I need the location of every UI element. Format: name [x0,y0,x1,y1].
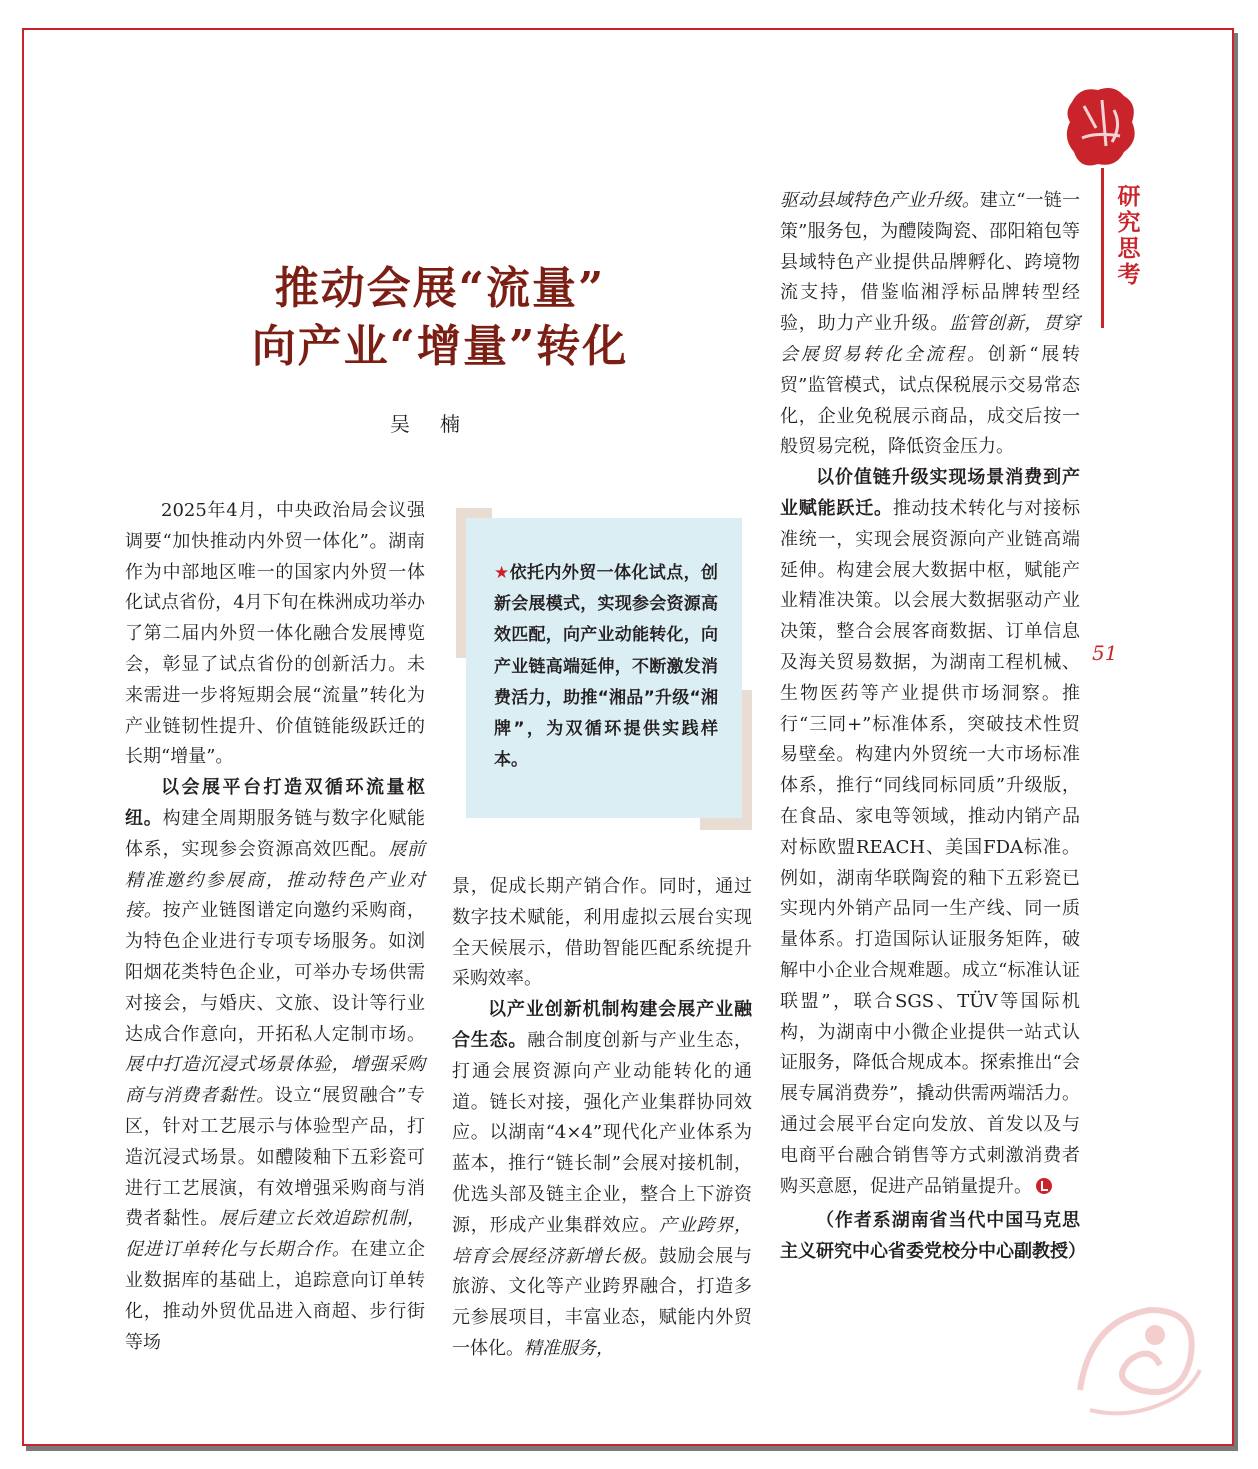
column-3 [780,186,1086,1268]
body-text: 建立“一链一策”服务包，为醴陵陶瓷、邵阳箱包等县域特色产业提供品牌孵化、跨境物流支持，借鉴临湘浮标品牌转型经验，助力产业升级。 [780,190,1080,335]
sub-point: 产业跨界，培育会展经济新增长极。 [452,1214,753,1267]
title-line-2: 向产业“增量”转化 [251,321,629,372]
xinxiang-pinglun-logo [1062,82,1142,172]
body-text: 设立“展贸融合”专区，针对工艺展示与体验型产品，打造沉浸式场景。如醴陵釉下五彩瓷可进行工艺展演，有效增强采购商与消费者黏性。 [125,1085,425,1230]
paragraph [780,186,1080,463]
author-name: 吴楠 [390,412,490,436]
paragraph [780,463,1080,1202]
sub-point: 展中打造沉浸式场景体验，增强采购商与消费者黏性。 [125,1054,425,1107]
body-text: 在建立企业数据库的基础上，追踪意向订单转化，推动外贸优品进入商超、步行街等场 [125,1239,426,1353]
article-title [190,260,690,376]
subheading: 以价值链升级实现场景消费到产业赋能跃迁。 [780,467,1080,519]
body-text: 按产业链图谱定向邀约采购商，为特色企业进行专项专场服务。如浏阳烟花类特色企业，可举办专场供需对接会，与婚庆、文旅、设计等行业达成合作意向，开拓私人定制市场。 [125,900,426,1045]
page-number: 51 [1092,641,1118,665]
column-2 [452,872,752,1365]
pull-quote [494,558,718,776]
paragraph: 2025年4月，中央政治局会议强调要“加快推动内外贸一体化”。湖南作为中部地区唯一的国家内外贸一体化试点省份，4月下旬在株洲成功举办了第二届内外贸一体化融合发展博览会，彰显了试点省份的创新活力。未来需进一步将短期会展“流量”转化为产业链韧性提升、价值链能级跃迁的长期“增量”。 [125,500,425,768]
sub-point: 驱动县域特色产业升级。 [780,190,980,211]
body-text: 构建全周期服务链与数字化赋能体系，实现参会资源高效匹配。 [125,807,426,860]
article-end-icon [1036,1178,1052,1194]
paragraph: 景，促成长期产销合作。同时，通过数字技术赋能，利用虚拟云展台实现全天候展示，借助智能匹配系统提升采购效率。 [452,876,752,990]
phoenix-watermark [1060,1280,1210,1430]
sub-point: 精准服务， [524,1337,614,1359]
body-text: 融合制度创新与产业生态，打通会展资源向产业动能转化的通道。链长对接，强化产业集群协同效应。以湖南“4×4”现代化产业体系为蓝本，推行“链长制”会展对接机制，优选头部及链主企业，整合上下游资源，形成产业集群效应。 [452,1029,753,1236]
sub-point: 展后建立长效追踪机制，促进订单转化与长期合作。 [125,1208,425,1261]
sub-point: 展前精准邀约参展商，推动特色产业对接。 [125,838,426,922]
star-icon: ★ [494,563,510,583]
subheading: 以会展平台打造双循环流量枢纽。 [125,777,425,829]
author-bio: （作者系湖南省当代中国马克思主义研究中心省委党校分中心副教授） [780,1210,1086,1263]
paragraph [125,773,425,1358]
section-divider [1101,168,1104,328]
body-text: 鼓励会展与旅游、文化等产业跨界融合，打造多元参展项目，丰富业态，赋能内外贸一体化。 [452,1245,753,1359]
column-1 [125,496,425,1358]
section-label: 研究思考 [1117,184,1141,288]
pull-quote-text: 依托内外贸一体化试点，创新会展模式，实现参会资源高效匹配，向产业动能转化，向产业链高端延伸，不断激发消费活力，助推“湘品”升级“湘牌”，为双循环提供实践样本。 [494,563,718,771]
sub-point: 监管创新，贯穿会展贸易转化全流程。 [780,313,1081,365]
subheading: 以产业创新机制构建会展产业融合生态。 [452,999,752,1051]
title-line-1: 推动会展“流量” [274,263,606,314]
paragraph [452,995,752,1365]
body-text: 推动技术转化与对接标准统一，实现会展资源向产业链高端延伸。构建会展大数据中枢，赋能产业精准决策。以会展大数据驱动产业决策，整合会展客商数据、订单信息及海关贸易数据，为湖南工程机械、生物医药等产业提供市场洞察。推行“三同+”标准体系，突破技术性贸易壁垒。构建内外贸统一大市场标准体系，推行“同线同标同质”升级版，在食品、家电等领域，推动内销产品对标欧盟REACH、美国FDA标准。例如，湖南华联陶瓷的釉下五彩瓷已实现内外销产品同一生产线、同一质量体系。打造国际认证服务矩阵，破解中小企业合规难题。成立“标准认证联盟”，联合SGS、TÜV等国际机构，为湖南中小微企业提供一站式认证服务，降低合规成本。探索推出“会展专属消费券”，撬动供需两端活力。通过会展平台定向发放、首发以及与电商平台融合销售等方式刺激消费者购买意愿，促进产品销量提升。 [780,497,1081,1197]
body-text: 创新“展转贸”监管模式，试点保税展示交易常态化，企业免税展示商品，成交后按一般贸易完税，降低资金压力。 [780,343,1081,458]
